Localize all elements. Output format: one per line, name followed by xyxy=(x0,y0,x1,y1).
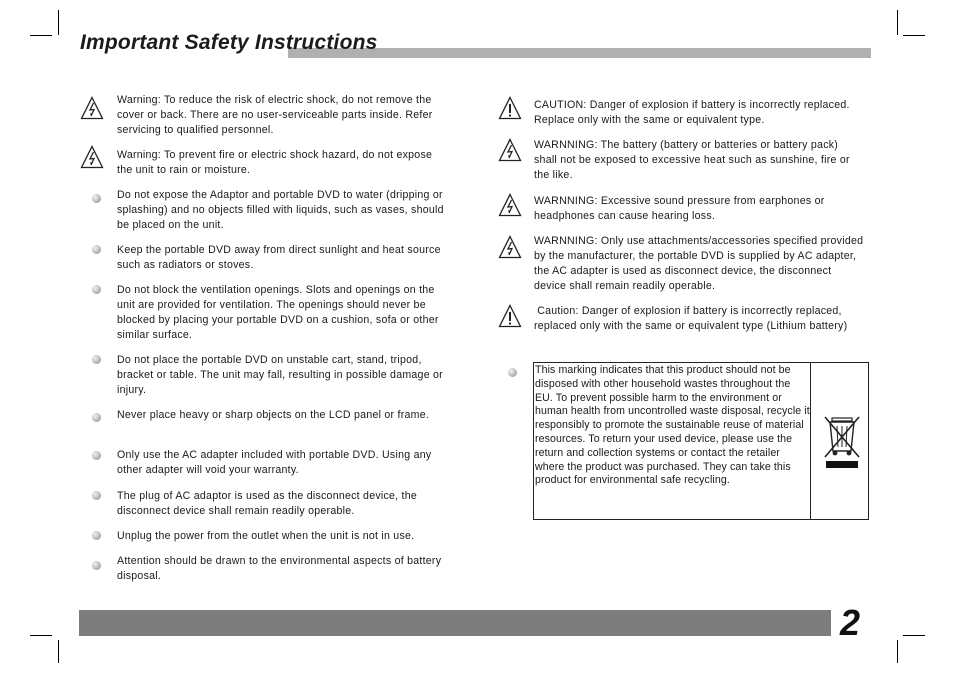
crop-mark xyxy=(58,10,59,35)
exclamation-warning-icon xyxy=(498,304,522,328)
bullet-icon xyxy=(92,451,101,460)
crop-mark xyxy=(58,640,59,663)
electric-shock-warning-icon xyxy=(498,138,522,162)
bullet-icon xyxy=(92,413,101,422)
crop-mark xyxy=(897,640,898,663)
bullet-icon xyxy=(92,285,101,294)
crop-mark xyxy=(903,635,925,636)
list-item: Only use the AC adapter included with portable DVD. Using any other adapter will void your warranty. xyxy=(117,449,432,476)
bullet-icon xyxy=(92,245,101,254)
crop-mark xyxy=(897,10,898,35)
weee-notice-box xyxy=(533,362,869,520)
electric-shock-warning-icon xyxy=(498,235,522,259)
list-item: Warning: To prevent fire or electric shock hazard, do not expose the unit to rain or moisture. xyxy=(117,149,433,176)
bullet-icon xyxy=(92,561,101,570)
electric-shock-warning-icon xyxy=(80,96,104,120)
crop-mark xyxy=(30,35,52,36)
crop-mark xyxy=(903,35,925,36)
list-item: WARNNING: Only use attachments/accessories specified provided by the manufacturer, the portable DVD is supplied by AC adapter, the AC adapter is used as disconnect device, the disconnect device shall remain readily operable. xyxy=(534,235,864,292)
bullet-icon xyxy=(92,531,101,540)
electric-shock-warning-icon xyxy=(80,145,104,169)
list-item: Do not expose the Adaptor and portable DVD to water (dripping or splashing) and no objects filled with liquids, such as vases, should be placed on the unit. xyxy=(117,189,444,231)
list-item: Warning: To reduce the risk of electric shock, do not remove the cover or back. There are no user-serviceable parts inside. Refer servicing to qualified personnel. xyxy=(117,94,433,136)
bullet-icon xyxy=(92,194,101,203)
bullet-icon xyxy=(92,355,101,364)
list-item: Caution: Danger of explosion if battery is incorrectly replaced, replaced only with the same or equivalent type (Lithium battery) xyxy=(534,305,848,332)
list-item: WARNNING: Excessive sound pressure from earphones or headphones can cause hearing loss. xyxy=(534,195,825,222)
list-item: Do not block the ventilation openings. Slots and openings on the unit are provided for ventilation. The openings should never be blocked by placing your portable DVD on a cushion, sofa or other similar surface. xyxy=(117,284,439,341)
page-title: Important Safety Instructions xyxy=(80,31,378,54)
list-item: Never place heavy or sharp objects on the LCD panel or frame. xyxy=(117,409,430,421)
list-item: WARNNING: The battery (battery or batteries or battery pack) shall not be exposed to excessive heat such as sunshine, fire or the like. xyxy=(534,139,850,181)
list-item: Unplug the power from the outlet when the unit is not in use. xyxy=(117,530,415,542)
list-item: CAUTION: Danger of explosion if battery is incorrectly replaced. Replace only with the same or equivalent type. xyxy=(534,99,850,126)
list-item: Do not place the portable DVD on unstable cart, stand, tripod, bracket or table. The unit may fall, resulting in possible damage or injury. xyxy=(117,354,443,396)
crop-mark xyxy=(30,635,52,636)
list-item: The plug of AC adaptor is used as the disconnect device, the disconnect device shall remain readily operable. xyxy=(117,490,418,517)
page-number: 2 xyxy=(840,602,861,643)
electric-shock-warning-icon xyxy=(498,193,522,217)
crossed-out-wheelie-bin-icon xyxy=(823,415,861,471)
weee-notice-text: This marking indicates that this product should not be disposed with other household wastes throughout the EU. To prevent possible harm to the environment or human health from uncontrolled waste disposal, recycle it responsibly to promote the sustainable reuse of material resources. To return your used device, please use the return and collection systems or contact the retailer where the product was purchased. They can take this product for environmental safe recycling. xyxy=(535,364,810,487)
footer-bar xyxy=(79,610,831,636)
list-item: Keep the portable DVD away from direct sunlight and heat source such as radiators or stoves. xyxy=(117,244,441,271)
bullet-icon xyxy=(92,491,101,500)
weee-divider xyxy=(810,363,811,519)
exclamation-warning-icon xyxy=(498,96,522,120)
bullet-icon xyxy=(508,368,517,377)
list-item: Attention should be drawn to the environmental aspects of battery disposal. xyxy=(117,555,442,582)
